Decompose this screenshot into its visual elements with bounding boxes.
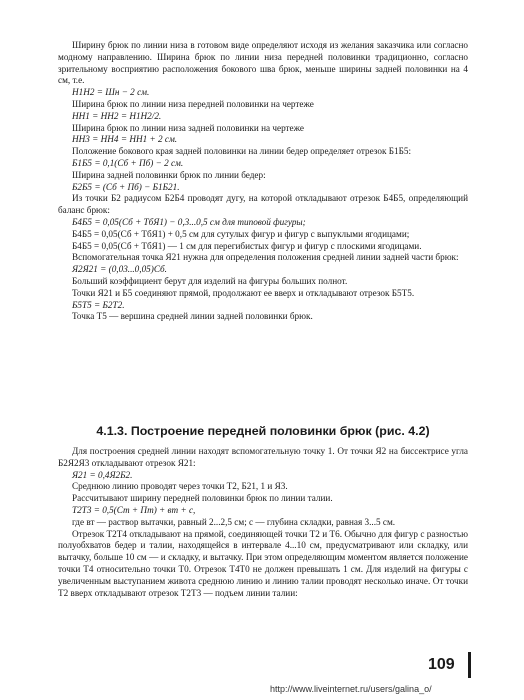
top-paragraph: Больший коэффициент берут для изделий на фигуры больших полнот. — [72, 275, 348, 286]
top-formula: Б5Т5 = Б2Т2. — [72, 299, 125, 310]
top-paragraph: Ширина брюк по линии низа передней половинки на чертеже — [72, 98, 314, 109]
watermark-url: http://www.liveinternet.ru/users/galina_o/ — [270, 684, 432, 694]
body-text-bottom — [58, 446, 468, 599]
page-number-bar — [468, 652, 471, 678]
top-formula: Н1Н2 = Шн − 2 см. — [72, 87, 150, 98]
section-heading: 4.1.3. Построение передней половинки брюк (рис. 4.2) — [96, 424, 430, 438]
bottom-paragraph: где вт — раствор вытачки, равный 2...2,5 см; с — глубина складки, равная 3...5 см. — [72, 516, 396, 527]
top-paragraph: Б4Б5 = 0,05(Сб + ТбЯ1) + 0,5 см для сутулых фигур и фигур с выпуклыми ягодицами; — [72, 228, 410, 239]
top-formula: НН3 = НН4 = НН1 + 2 см. — [72, 134, 178, 145]
top-paragraph: Ширину брюк по линии низа в готовом виде определяют исходя из желания заказчика или согласно модному направлению. Ширина брюк по линии низа передней половинки традиционно, согласно зрительному восприятию расположения бокового шва брюк, меньше ширины задней половинки на 4 см, т.е. — [58, 40, 468, 86]
top-paragraph: Из точки Б2 радиусом Б2Б4 проводят дугу, на которой откладывают отрезок Б4Б5, определяющий баланс брюк: — [58, 193, 468, 216]
top-paragraph: Положение бокового края задней половинки на линии бедер определяет отрезок Б1Б5: — [72, 146, 412, 157]
bottom-paragraph: Рассчитывают ширину передней половинки брюк по линии талии. — [72, 493, 333, 504]
top-formula: Б1Б5 = 0,1(Сб + Пб) − 2 см. — [72, 157, 184, 168]
top-paragraph: Ширина задней половинки брюк по линии бедер: — [72, 169, 266, 180]
page-number: 109 — [428, 656, 455, 673]
top-paragraph: Ширина брюк по линии низа задней половинки на чертеже — [72, 122, 304, 133]
bottom-paragraph: Для построения средней линии находят вспомогательную точку 1. От точки Я2 на биссектрисе угла Б2Я2Я3 откладывают отрезок Я21: — [58, 446, 468, 468]
top-paragraph: Б4Б5 = 0,05(Сб + ТбЯ1) — 1 см для перегибистых фигур и фигур с плоскими ягодицами. — [72, 240, 422, 251]
bottom-paragraph: Отрезок Т2Т4 откладывают на прямой, соединяющей точки Т2 и Т6. Обычно для фигур с разностью полуобхватов бедер и талии, находящейся в интервале 4...10 см, предусматривают или складку, или вытачку, больше 10 см — и складку, и вытачку. При этом определяющим моментом является положение точки Т4 относительно точки Т0. Отрезок Т4Т0 не должен превышать 1 см. Для изделий на фигуры с увеличенным выступанием живота среднюю линию и линию талии проводят несколько иначе. От точки Т2 вверх откладывают отрезок Т2Т3 — подъем линии талии: — [58, 528, 468, 598]
body-text-top — [58, 40, 468, 323]
top-formula: Б4Б5 = 0,05(Сб + ТбЯ1) − 0,3...0,5 см для типовой фигуры; — [72, 216, 306, 227]
bottom-paragraph: Среднюю линию проводят через точки Т2, Б21, 1 и Я3. — [72, 481, 288, 492]
bottom-formula: Я21 = 0,4Я2Б2. — [72, 469, 133, 480]
top-formula: НН1 = НН2 = Н1Н2/2. — [72, 110, 162, 121]
top-paragraph: Точки Я21 и Б5 соединяют прямой, продолжают ее вверх и откладывают отрезок Б5Т5. — [72, 287, 415, 298]
top-formula: Б2Б5 = (Сб + Пб) − Б1Б21. — [72, 181, 180, 192]
bottom-formula: Т2Т3 = 0,5(Ст + Пт) + вт + с, — [72, 504, 196, 515]
top-paragraph: Вспомогательная точка Я21 нужна для определения положения средней линии задней части брюк: — [72, 252, 459, 263]
top-paragraph: Точка Т5 — вершина средней линии задней половинки брюк. — [72, 311, 313, 322]
top-formula: Я2Я21 = (0,03...0,05)Сб. — [72, 264, 167, 275]
